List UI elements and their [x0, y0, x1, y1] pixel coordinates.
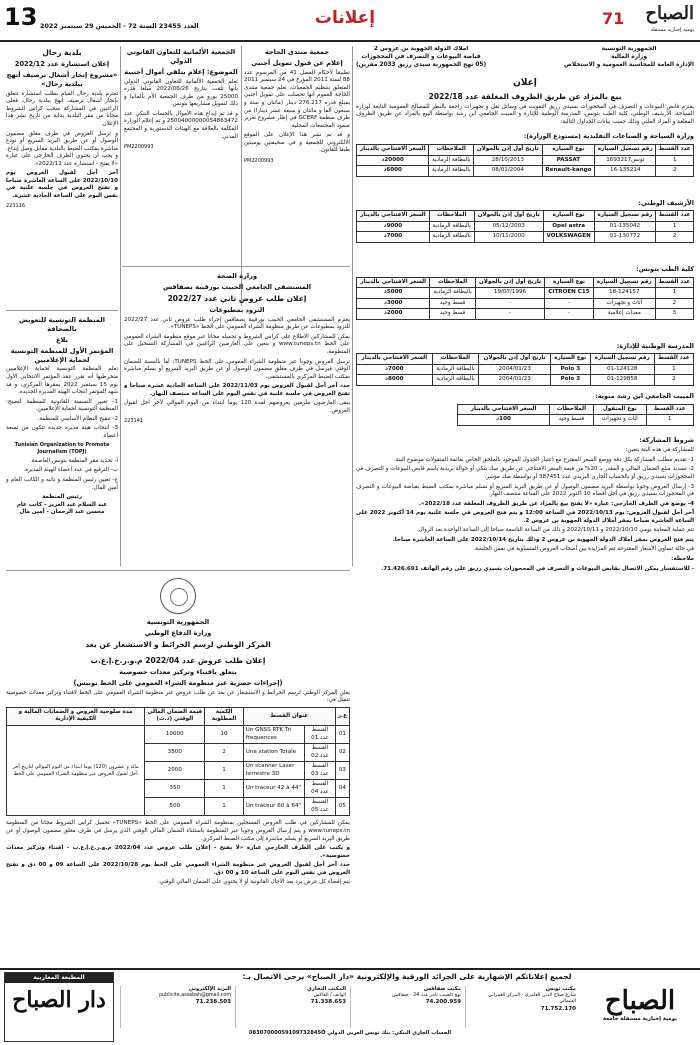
org-english-name: Tunisian Organization to Promote Journalism (TOPJ)	[14, 442, 110, 456]
section-heading: الأرشيف الوطني:	[638, 198, 694, 207]
condition-item: في حالة تساوي الأسعار المقترحة تتم المزايدة بين أصحاب العروض المتساوية في نفس الجلسة.	[473, 546, 694, 553]
list-item: ج- تعيين رئيس المنظمة و نائبه و الكاتب العام و أمين المال.	[6, 476, 118, 491]
cell: 2	[655, 298, 693, 309]
table-row	[357, 375, 694, 386]
col-header: مدة صلوحية العروض و الضمانات المالية و الكيفية الإدارية	[7, 707, 145, 725]
org-line: الجمهورية التونسية	[601, 46, 657, 52]
logo-flag: 71	[602, 9, 625, 28]
table-row	[357, 309, 694, 320]
cell: 3	[655, 309, 693, 320]
deadline: حدد آخر أجل لقبول العروض عبر منظومة الشراء العمومي على الخط يوم 2022/10/28 على الساعة 09 و 00 دق و تفتح العروض في نفس اليوم على الساعة 10 و 00 دق.	[6, 862, 350, 876]
issue-meta: العدد 23455 السنة 72 - الخميس 29 سبتمبر 2022	[40, 22, 199, 30]
defense-tender-ad	[6, 574, 350, 964]
cell: Opel astra	[543, 221, 594, 232]
footer-banner: لجميع إعلاناتكم الإشهارية على الجرائد الورقية والإلكترونية «دار الصباح» يرجى الاتصال بـ:	[242, 972, 572, 981]
cell: 01	[335, 726, 349, 744]
ad-body: يمكن للمشاركين الاطلاع على كراس الشروط و تحميله مجانا عبر موقع منظومة الشراء العمومي على الخط www.tuneps.tn و يتعين على العارضين الراغبين في المشاركة التسجيل على المنظومة.	[124, 333, 350, 355]
cell: قسط وحيد	[430, 309, 475, 320]
cell: Une station Totale	[243, 744, 304, 762]
ad-subtitle: بيع بالمزاد عن طريق الظروف المغلقة عدد 2022/18	[428, 91, 622, 101]
cell: بالبطاقة الرمادية	[432, 364, 479, 375]
ad-code: PM2200993	[244, 157, 274, 164]
ad-body: آخر أجل لقبول العروض يوم 2022/10/10 على الساعة العاشرة صباحا و تفتح العروض في جلسة علنية في نفس اليوم على الساعة الحادية عشرة.	[6, 170, 118, 199]
ad-intro: يعتزم قابض البيوعات و التصرف في المحجوزات بسيدي رزيق التفويت في وسائل نقل و تجهيزات راجعة بالنظر للمصالح العمومية التابعة لوزارة السياحة، الأرشيف الوطني، كلية الطب بتونس، المدرسة الوطنية للإدارة و المبيت الجامعي ابن رشد بواسطة البيع بالمزاد عن طريق الظروف المغلقة و المزاد العلني وذلك حسب بيانات الجداول التالية:	[356, 103, 694, 125]
footer-contacts	[120, 986, 580, 1028]
col-header: رقم تسجيل السيارة	[594, 211, 656, 222]
row-divider	[6, 570, 350, 571]
ad-code: 223141	[124, 418, 144, 425]
contact-heading: المكتب التجاري	[307, 986, 346, 992]
contact-block	[120, 986, 235, 1028]
cell: بالبطاقة الرمادية	[429, 166, 474, 177]
cell: Un GNSS RTK Tri frequences	[243, 726, 304, 744]
table-row	[357, 232, 694, 243]
ad-title: بلدية رحال	[42, 48, 82, 57]
ad-subtitle: يتعلق باقتناء وتركيز معدات خصوصية	[119, 668, 237, 677]
list-item: ب- الترفيع في عدد أعضاء الهيئة المديرة.	[23, 467, 118, 474]
col-header: رقم تسجيل السيارة	[595, 144, 656, 155]
cell: PASSAT	[542, 155, 594, 166]
cell: 2004/01/23	[479, 375, 551, 386]
cell: 7000د	[357, 232, 430, 243]
cell: 1	[646, 415, 693, 426]
section-heading: كلية الطب بتونس:	[636, 264, 694, 273]
ad-body: تطبيقا لأحكام الفصل 41 من المرسوم عدد 88 لسنة 2011 المؤرخ في 24 سبتمبر 2011 المتعلق بتنظيم الجمعيات، تعلم جمعية منتدى الحاجة العموم أنها تحصلت على تمويل أجنبي بمبلغ قدره 276.217 دينار (مائتان و ستة و سبعون ألفا و مائتان و سبعة عشر دينارا) من طرف منظمة GCERF في إطار مشروع تعزيز صمود المجتمعات المحلية.	[244, 69, 350, 129]
cell: 18-124157	[593, 288, 655, 299]
col-header: نوع المنقول	[594, 404, 647, 415]
col-header: نوع السيارة	[545, 277, 593, 288]
cell: 100د	[458, 415, 549, 426]
section-heading: المبيت الجامعي ابن رشد منوبة:	[595, 392, 694, 401]
cell: 2000	[145, 762, 205, 780]
cell: 1	[656, 221, 694, 232]
cell: 1	[654, 364, 693, 375]
condition-item: ملاحظة:	[671, 555, 694, 562]
ad-code: PM2200993	[124, 144, 154, 151]
table-row	[357, 155, 694, 166]
list-item: 3- انتخاب هيئة مديرة جديدة تتكون من تسعة أعضاء.	[6, 425, 118, 439]
list-item: 1- تغيير التسمية القانونية للمنظمة لتصبح: المنظمة التونسية لحماية الإعلاميين.	[6, 398, 118, 413]
cell: 19/07/1996	[475, 288, 545, 299]
page-header	[0, 0, 700, 42]
col-header: عدد القسط	[656, 144, 694, 155]
footer-logo	[586, 986, 694, 1038]
lots-table-ena	[356, 353, 694, 386]
org-line: وزارة الصحة	[216, 272, 258, 280]
org-line: الجمهورية التونسية	[146, 618, 210, 626]
contact-text: شارع صلاح الدين العامري - المركز العمراني الشمالي	[488, 993, 576, 1005]
ad-note: يتم إقصاء كل عرض يرد بعد الآجال القانونية أو لا يحتوي على الضمان المالي الوقتي.	[157, 879, 350, 886]
condition-item: - للاستفسار يمكن الاتصال بقابض البيوعات و التصرف في المحجوزات بسيدي رزيق على رقم الهاتف 71.426.691.	[381, 565, 694, 572]
printer-label: المطبعة المغاربية	[5, 973, 113, 983]
org-line: (05 نهج الجمهورية سيدي رزيق 2033 مقرين)	[356, 61, 487, 68]
cell: VOLKSWAGEN	[543, 232, 594, 243]
cell: 350	[145, 780, 205, 798]
ad-code: 223116	[6, 203, 26, 210]
equipment-lots-table	[6, 707, 350, 817]
conditions-heading: شروط المشاركة:	[639, 435, 694, 444]
ad-title: إعلان	[513, 78, 537, 89]
org-line: المركز الوطني لرسم الخرائط و الاستشعار عن بعد	[85, 639, 271, 649]
col-header: عدد القسط	[646, 404, 693, 415]
col-header: عنوان القسط	[243, 707, 335, 725]
col-header: السعر الافتتاحي بالدينار	[357, 277, 430, 288]
cell: 01-130772	[594, 232, 656, 243]
cell: 1	[655, 288, 693, 299]
cell: 3500	[145, 744, 205, 762]
col-header: الملاحظات	[429, 144, 474, 155]
table-row	[357, 166, 694, 177]
cell: Renault-kango	[542, 166, 594, 177]
cell: بالبطاقة الرمادية	[429, 155, 474, 166]
org-line: الإدارة العامة للمحاسبة العمومية و الاستخلاص	[564, 61, 694, 68]
cell: -	[475, 309, 545, 320]
condition-item: للمشاركة في هذه البتة يتعين:	[625, 447, 694, 454]
lots-table-archives	[356, 210, 694, 243]
municipality-ad	[6, 46, 118, 306]
contact-heading: مكتب تونس	[545, 986, 576, 992]
ad-subtitle: إعلام عن قبول تمويل أجنبي	[251, 58, 343, 67]
col-header: السعر الافتتاحي بالدينار	[357, 354, 433, 365]
col-header: الملاحظات	[430, 277, 475, 288]
cell: بالبطاقة الرمادية	[430, 288, 475, 299]
section-title: إعلانات	[314, 8, 376, 28]
cell: 1	[205, 762, 243, 780]
cell: القسط عدد 01	[305, 726, 336, 744]
cell: 7000د	[357, 364, 433, 375]
ad-title: الجمعية الألمانية للتعاون القانوني الدولي	[126, 48, 236, 65]
german-association-ad	[124, 46, 238, 262]
ad-intro: يعلن المركز الوطني لرسم الخرائط و الاستشعار عن بعد عن طلب عروض عبر منظومة الشراء العمومي على الخط لاقتناء وتركيز معدات خصوصية تتمثل في:	[6, 689, 350, 704]
cell: 6000د	[357, 166, 429, 177]
table-row	[7, 726, 350, 744]
contact-heading: مكتب صفاقس	[423, 986, 461, 992]
state-seal-icon	[160, 578, 196, 614]
cell: بالبطاقة الرمادية	[429, 232, 474, 243]
condition-item: 1- تقديم مطلب المشاركة بكل دقة ووضع السعر المقترح مع اعتبار الجدول الموجود بالملحق الخاص بقائمة المنقولات موضوع البتة.	[393, 456, 694, 463]
col-header: عدد القسط	[654, 354, 693, 365]
cell: 1	[205, 798, 243, 816]
contact-block	[350, 986, 465, 1028]
ad-subtitle: المؤتمر الأول للمنظمة التونسية لحماية الإعلاميين	[10, 346, 114, 364]
cell: أثاث و تجهيزات	[594, 415, 647, 426]
table-row	[357, 364, 694, 375]
list-item: 2- تنقيح النظام الأساسي للمنظمة.	[37, 415, 118, 422]
contact-text: الهاتف / الفاكس	[313, 993, 346, 999]
signature-line: محسن عبد الرحمان - أمين مال	[19, 509, 105, 516]
ad-body: يمكن للمشاركين في طلب العروض المسجلين بمنظومة الشراء العمومي على الخط «TUNEPS» تحميل كراس الشروط مجانا من المنظومة www.tuneps.tn و يتم إرسال العروض وجوبا عبر المنظومة باستثناء الضمان المالي الوقتي الذي يرسل في ظرف مغلق مضمون الوصول أو عن طريق البريد السريع أو يسلم مباشرة إلى مكتب الضبط المركزي.	[6, 820, 350, 842]
table-row	[357, 221, 694, 232]
contact-heading: البريد الإلكتروني	[188, 986, 231, 992]
cell: قسط وحيد	[430, 298, 475, 309]
column-divider	[352, 46, 353, 566]
cell: -	[475, 298, 545, 309]
org-line: أملاك الدولة الجهوية بن عروس 2	[373, 46, 469, 52]
cell: القسط عدد 04	[305, 780, 336, 798]
ad-body: يعتزم المستشفى الجامعي الحبيب بورقيبة بصفاقس إجراء طلب عروض ثاني عدد 2022/27 للتزود بمطبوعات عن طريق منظومة الشراء العمومي على الخط «TUNEPS».	[124, 316, 350, 331]
cell: القسط عدد 05	[305, 798, 336, 816]
org-line: قباضة البيوعات و التصرف في المحجوزات	[361, 53, 481, 60]
tax-auction-ad	[356, 46, 694, 964]
contact-block	[235, 986, 350, 1028]
cell: 2	[656, 232, 694, 243]
ad-subtitle: بلاغ	[56, 335, 68, 344]
table-row	[357, 298, 694, 309]
signature-line: عبد السلام عبد العزيز - كاتب عام	[16, 501, 108, 508]
section-heading: المدرسة الوطنية للإدارة:	[616, 341, 694, 350]
ad-subtitle: الموضوع: إعلام بتلقي أموال أجنبية	[124, 67, 238, 76]
cell: قسط وحيد	[549, 415, 593, 426]
col-header: عدد القسط	[656, 211, 694, 222]
ad-subtitle: (إجراءات حصرية عبر منظومة الشراء العمومي على الخط تونبس)	[73, 678, 283, 687]
logo-name: الصباح	[645, 3, 694, 24]
ad-title: المنظمة التونسية للتعويض بالصحافة	[19, 316, 105, 333]
col-header: ع.ر	[335, 707, 349, 725]
org-line: المستشفى الجامعي الحبيب بورقيبة بصفاقس	[162, 282, 312, 291]
cell: 05/12/2003	[474, 221, 543, 232]
cell: 16-135214	[595, 166, 656, 177]
cell: 03	[335, 762, 349, 780]
ad-title: إعلان طلب عروض ثاني عدد 2022/27	[167, 293, 307, 303]
ad-body: و ترسل العروض في ظرف مغلق مضمون الوصول أو عن طريق البريد السريع أو تودع مباشرة بمكتب الضبط بالبلدية مقابل وصل إيداع. و يجب أن يحتوي الظرف الخارجي على عبارة «لا يفتح - استشارة عدد 2022/12».	[6, 130, 118, 167]
ad-body: تعلم المنظمة التونسية لحماية الإعلاميين منخرطيها أنه تقرر عقد المؤتمر الانتخابي الأول يوم 15 سبتمبر 2022 بمقرها المركزي، و قد شهد المؤتمر انتخاب الهيئة المديرة الجديدة.	[6, 366, 118, 396]
contact-text: نهج الحبيب ثامر عدد 24 - صفاقس	[391, 993, 461, 999]
cell: 8000د	[357, 375, 433, 386]
col-header: نوع السيارة	[542, 144, 594, 155]
validity-cell: مائة و عشرون (120) يوما ابتداء من اليوم الموالي لتاريخ آخر أجل لقبول العروض عبر منظومة الشراء العمومي على الخط	[7, 726, 145, 816]
row-divider	[6, 310, 118, 311]
table-row	[458, 415, 694, 426]
cell: Un traceur 42 à 44''	[243, 780, 304, 798]
col-header: تاريخ أول إذن بالجولان	[475, 277, 545, 288]
lots-table-dorm	[457, 404, 694, 426]
cell: Un traceur 60 à 64''	[243, 798, 304, 816]
page-number: 13	[4, 3, 38, 31]
cell: -	[545, 309, 593, 320]
column-divider	[120, 46, 121, 566]
list-item: أ- تحديد مقر المنظمة بتونس العاصمة.	[29, 457, 118, 464]
cell: Un scanner Laser terrestre 3D	[243, 762, 304, 780]
cell: 2	[654, 375, 693, 386]
cell: 20000د	[357, 155, 429, 166]
col-header: الكمية المطلوبة	[205, 707, 243, 725]
condition-item: 4- يوضع في الظرف الخارجي: عبارة «لا يفتح بيع بالمزاد عن طريق الظروف المغلقة عدد 2022/18».	[418, 500, 694, 507]
masthead-logo	[602, 3, 694, 37]
cell: 1	[205, 780, 243, 798]
cell: 9000د	[357, 221, 430, 232]
col-header: رقم تسجيل السيارة	[593, 277, 655, 288]
association-ad	[244, 46, 350, 262]
cell: معدات إعلامية	[593, 309, 655, 320]
row-divider	[122, 266, 350, 267]
ad-body: حدد آخر أجل لقبول العروض يوم 2022/11/03 على الساعة الحادية عشرة صباحا و تفتح العروض في جلسة علنية في نفس اليوم على الساعة منتصف النهار.	[124, 383, 350, 397]
contact-number: 71.338.653	[310, 999, 346, 1006]
col-header: رقم تسجيل السيارة	[590, 354, 654, 365]
cell: 05	[335, 798, 349, 816]
cell: 08/01/2004	[474, 166, 543, 177]
ad-subtitle: التزود بمطبوعات	[209, 305, 265, 314]
cell: 2000د	[357, 309, 430, 320]
lots-table-medicine	[356, 277, 694, 320]
cell: 3000د	[357, 298, 430, 309]
ad-body: تعتزم بلدية رحال القيام بطلب استشارة تتعلق بإنجاز أشغال ترصيف أنهج ببلدية رحال، فعلى الراغبين في المشاركة سحب كراس الشروط مجانا من مقر البلدية بداية من تاريخ نشر هذا الإعلان.	[6, 90, 118, 127]
contact-block	[465, 986, 580, 1028]
col-header: السعر الافتتاحي بالدينار	[458, 404, 549, 415]
col-header: عدد القسط	[655, 277, 693, 288]
org-line: وزارة الدفاع الوطني	[144, 628, 212, 637]
cell: 10	[205, 726, 243, 744]
printer-name: دار الصباح	[12, 987, 106, 1014]
col-header: قيمة الضمان المالي الوقتي (د.ت)	[145, 707, 205, 725]
cell: أثاث و تجهيزات	[593, 298, 655, 309]
cell: بالبطاقة الرمادية	[432, 375, 479, 386]
ad-body: ترسل العروض وجوبا عبر منظومة الشراء العمومي على الخط TUNEPS، أما بالنسبة للضمان الوقتي فيرسل في ظرف مغلق مضمون الوصول أو عن طريق البريد السريع أو يسلم مباشرة بمكتب الضبط المركزي بالمستشفى.	[124, 358, 350, 380]
cell: 10000	[145, 726, 205, 744]
cell: 02	[335, 744, 349, 762]
ad-body: و قد تم نشر هذا الإعلان على الموقع الالكتروني للجمعية و في صحيفتين يوميتين طبقا للقانون.	[244, 132, 350, 154]
ad-title: جمعية منتدى الحاجة	[264, 48, 330, 56]
ad-subtitle: إعلان استشارة عدد 2022/12	[14, 60, 110, 69]
condition-item: 3- إرسال العروض وجوبا بواسطة البريد مضمون الوصول أو عن طريق البريد السريع أو تسلم مباشرة بمكتب الضبط بقباضة البيوعات و التصرف في المحجوزات بسيدي رزيق في أجل أقصاه 10 أكتوبر 2022 على الساعة منتصف النهار.	[356, 483, 694, 498]
contact-number: 74.200.959	[425, 999, 461, 1006]
cell: بالبطاقة الرمادية	[429, 221, 474, 232]
contact-number: 71.238.503	[195, 999, 231, 1006]
cell: 28/10/2013	[474, 155, 543, 166]
ministry-heading: وزارة السياحة و الصناعات التقليدية (مستودع الوزارة):	[523, 132, 694, 141]
cell: 5000د	[357, 288, 430, 299]
cell: -	[545, 298, 593, 309]
cell: القسط عدد 02	[305, 744, 336, 762]
col-header: تاريخ أول إذن بالجولان	[474, 144, 543, 155]
col-header: الملاحظات	[549, 404, 593, 415]
col-header: نوع السيارة	[543, 211, 594, 222]
cell: 2004/01/23	[479, 364, 551, 375]
col-header: نوع السيارة	[551, 354, 591, 365]
condition-item: تتم عملية المعاينة يومي 2022/10/10 و 2022/10/11 و ذلك من الساعة التاسعة صباحا إلى الساعة الواحدة بعد الزوال.	[416, 527, 694, 534]
contact-number: 71.752.170	[540, 1005, 576, 1012]
cell: القسط عدد 03	[305, 762, 336, 780]
cell: CITROEN C15	[545, 288, 593, 299]
footer-logo-sub: يومية إخبارية مستقلة جامعة	[602, 1016, 678, 1022]
condition-item: 2- تسديد مبلغ الضمان المالي و المقدر بـ 20% من قيمة السعر الافتتاحي عن طريق صك بنكي أو حوالة بريدية باسم قابض البيوعات و التصرف في المحجوزات بسيدي رزيق أو بالحساب الجاري البريدي عدد 387451 أو بواسطة صك مؤشر.	[356, 466, 694, 481]
signature-line: رئيس المنظمة	[41, 494, 83, 501]
journalists-org-ad	[6, 314, 118, 566]
cell: 01-135042	[594, 221, 656, 232]
col-header: الملاحظات	[429, 211, 474, 222]
lots-table-tourism	[356, 144, 694, 177]
cell: 01-124128	[590, 364, 654, 375]
cell: 04	[335, 780, 349, 798]
org-line: وزارة المالية	[611, 53, 647, 60]
cell: Polo 3	[551, 375, 591, 386]
printer-box	[4, 972, 114, 1042]
page-footer	[0, 968, 700, 1045]
col-header: تاريخ أول إذن بالجولان	[474, 211, 543, 222]
cell: 2	[656, 166, 694, 177]
ad-body: و قد تم إيداع هذه الأموال بالحساب البنكي عدد 25004000000054863472 و تم إعلام الوزارة المكلفة بالعلاقة مع الهيئات الدستورية و المجتمع المدني.	[124, 110, 238, 140]
cell: 169تونس3217	[595, 155, 656, 166]
col-header: السعر الافتتاحي بالدينار	[357, 144, 429, 155]
col-header: تاريخ أول إذن بالجولان	[479, 354, 551, 365]
footer-logo-name: الصباح	[604, 986, 676, 1016]
cell: Polo 3	[551, 364, 591, 375]
ad-title: إعلان طلب عروض عدد 2022/04 م.و.ر.خ.إ.ع.ب	[90, 655, 266, 665]
cell: 10/11/2000	[474, 232, 543, 243]
table-row	[357, 288, 694, 299]
logo-sub: يومية إخبارية مستقلة	[650, 27, 694, 33]
condition-item: آخر أجل لقبول العروض: يوم 2022/10/13 في الساعة 12:00 و يتم فتح العروض في جلسة علنية يوم 14 أكتوبر 2022 على الساعة العاشرة صباحا بمقر أملاك الدولة الجهوية بن عروس 2.	[356, 510, 694, 524]
ad-body: يبقى العارضون ملزمين بعروضهم لمدة 120 يوما ابتداء من اليوم الموالي لآخر أجل لقبول العروض.	[124, 400, 350, 414]
bank-account: الحساب الجاري البنكي: بنك تونس العربي الدولي 08307000059109732845O	[248, 1030, 452, 1036]
cell: 1	[656, 155, 694, 166]
cell: 01-129858	[590, 375, 654, 386]
contact-email: publicite.assabah@gmail.com	[159, 993, 231, 999]
condition-item: يتم فتح العروض بمقر أملاك الدولة الجهوية بن عروس 2 وذلك بتاريخ 2022/10/14 على الساعة العاشرة صباحا.	[392, 536, 694, 543]
cell: 2	[205, 744, 243, 762]
cell: 500	[145, 798, 205, 816]
ad-body: و يكتب على الظرف الخارجي عبارة «لا يفتح - إعلان طلب عروض عدد 2022/04 م.و.ر.خ.إ.ع.ب - اقتناء وتركيز معدات خصوصية».	[6, 845, 350, 859]
ad-subtitle: «مشروع إنجاز أشغال ترصيف أنهج ببلدية رحال»	[6, 71, 118, 88]
col-header: السعر الافتتاحي بالدينار	[357, 211, 430, 222]
hospital-tender-ad	[124, 270, 350, 566]
col-header: الملاحظات	[432, 354, 479, 365]
column-divider	[241, 46, 242, 306]
ad-body: تعلم الجمعية الألمانية للتعاون القانوني الدولي بأنها تلقت بتاريخ 2022/06/26 مبلغا قدره 25000 يورو من طرف الجمعية الأم بألمانيا و ذلك لتمويل مشاريعها بتونس.	[124, 78, 238, 108]
